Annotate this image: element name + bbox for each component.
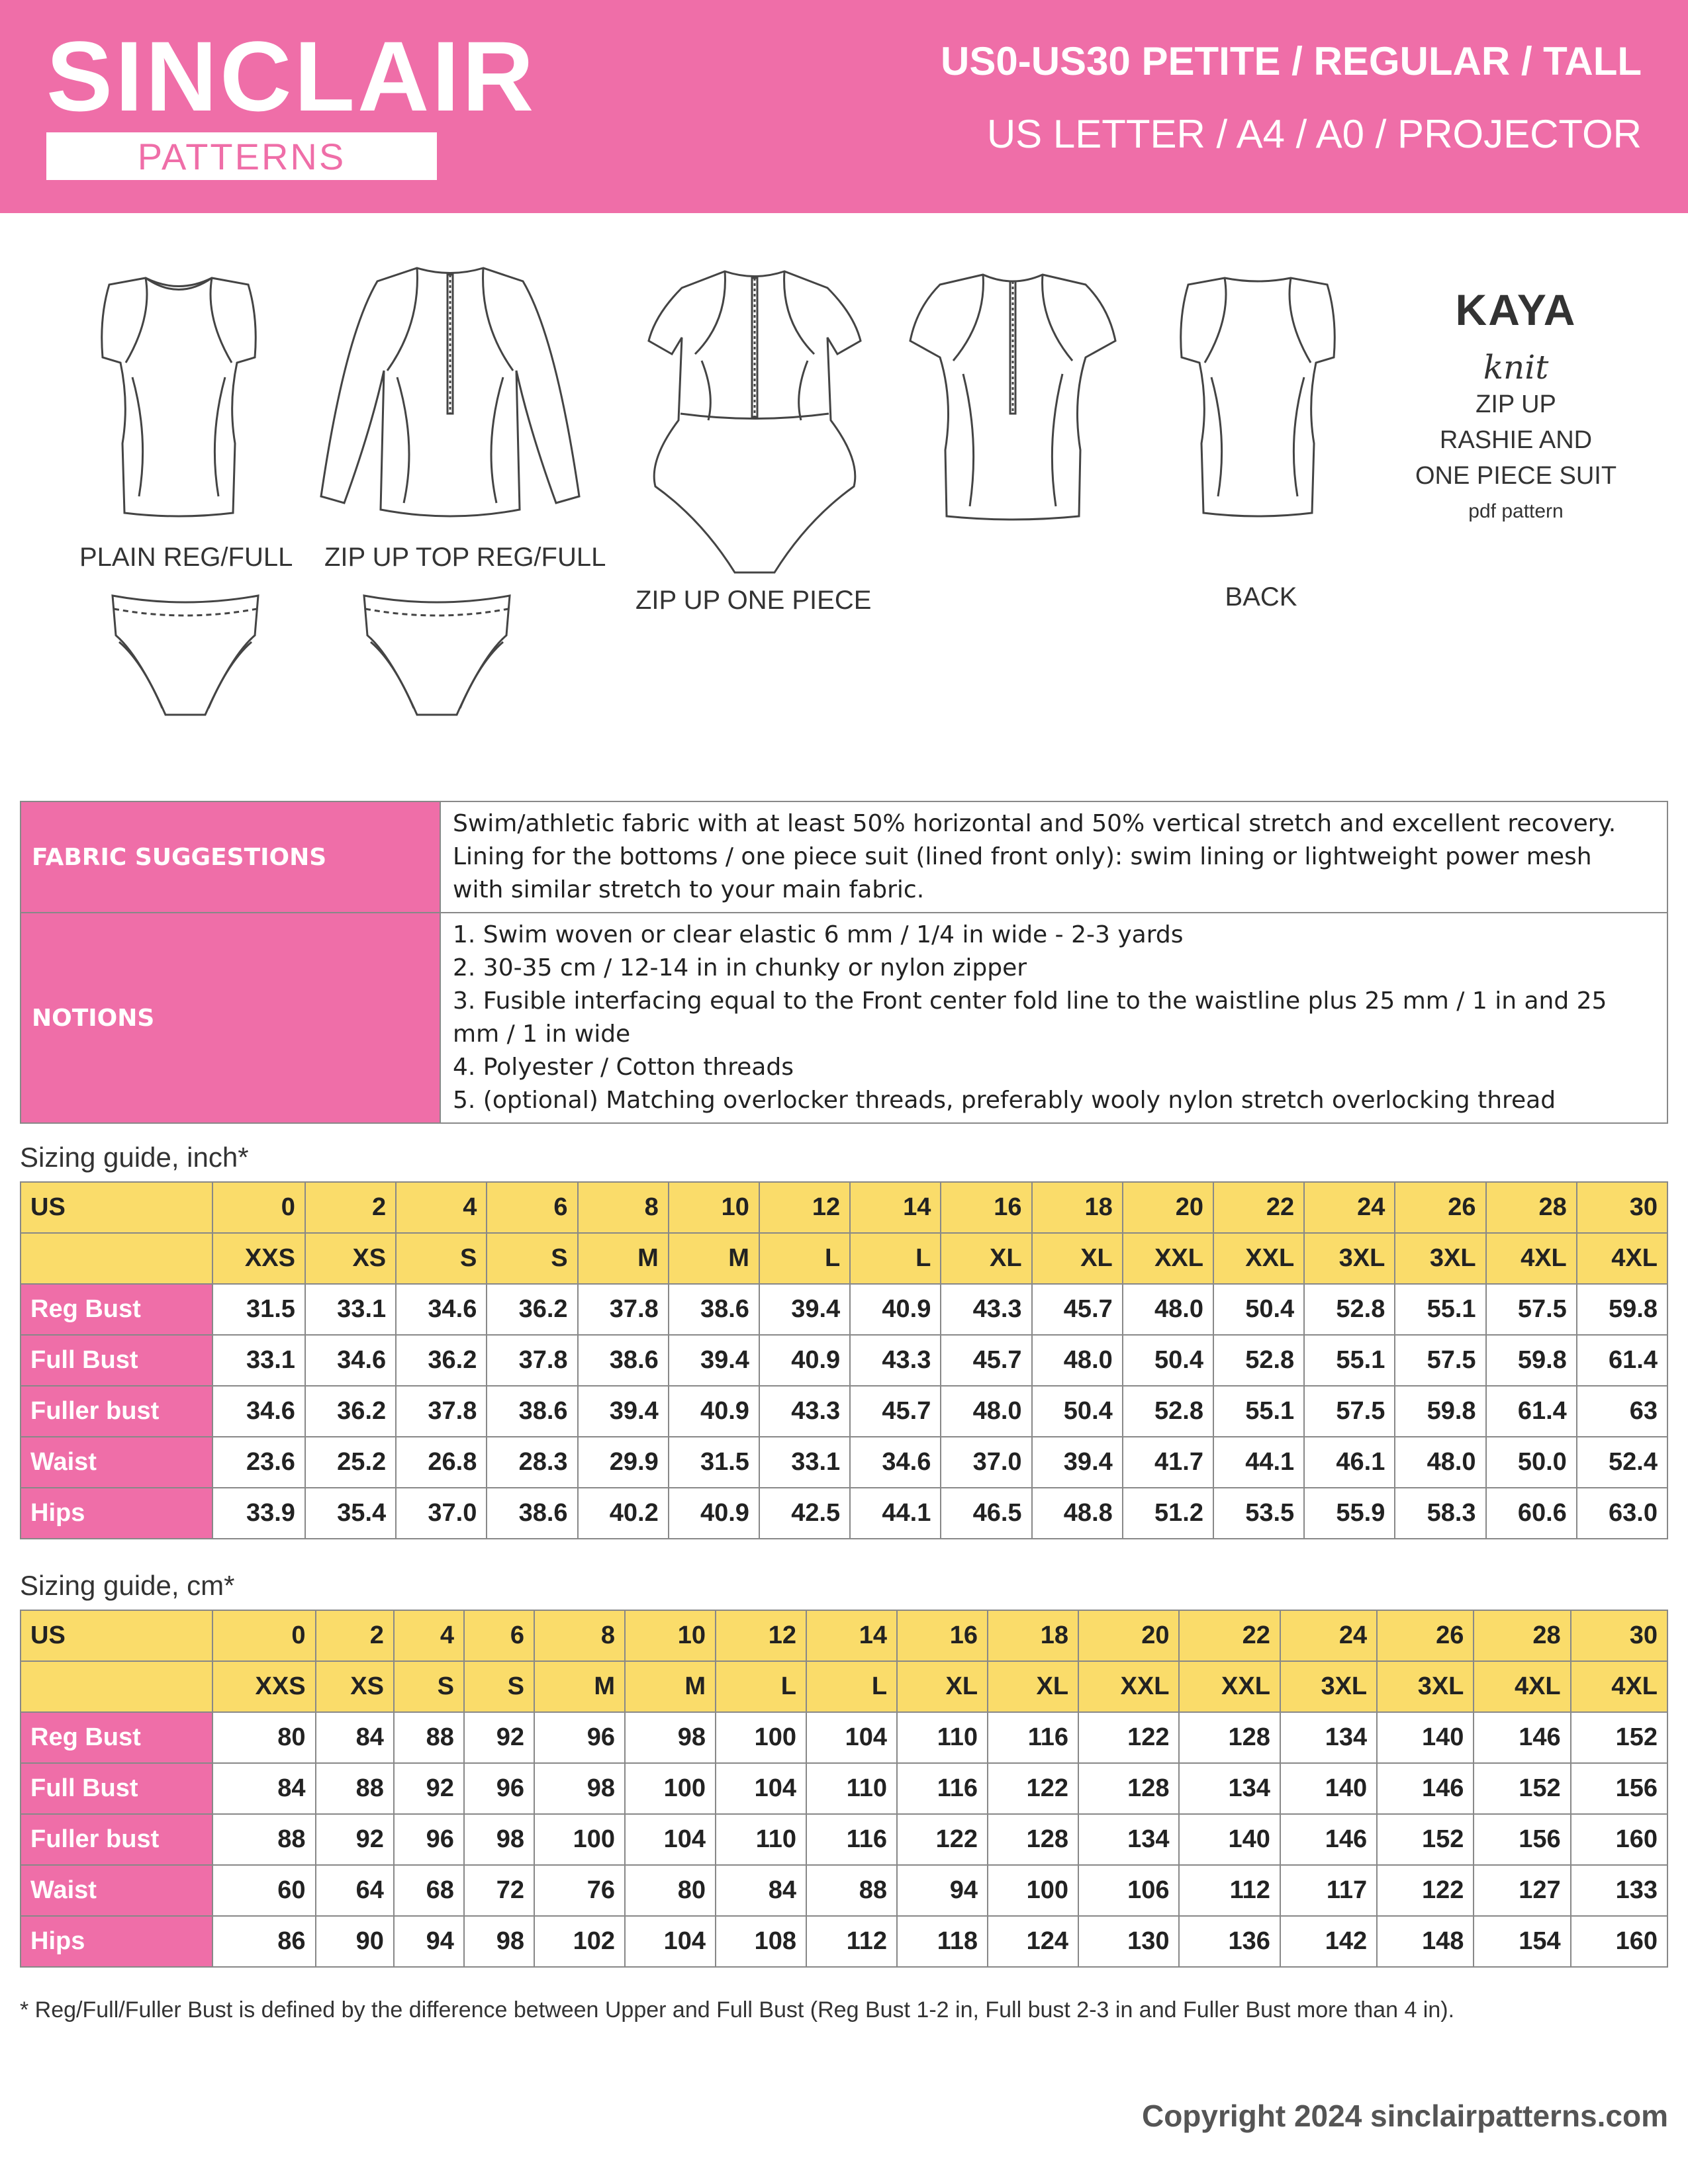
us-size-cell: 22 — [1213, 1182, 1304, 1233]
letter-size-cell: S — [394, 1661, 464, 1712]
caption-back: BACK — [1225, 582, 1297, 612]
measurement-cell: 60 — [212, 1865, 316, 1916]
notions-label: NOTIONS — [21, 913, 440, 1123]
measurement-cell: 34.6 — [850, 1437, 941, 1488]
us-size-cell: 20 — [1078, 1610, 1179, 1661]
measurement-cell: 50.0 — [1486, 1437, 1577, 1488]
measurement-cell: 84 — [716, 1865, 806, 1916]
measurement-cell: 26.8 — [396, 1437, 487, 1488]
measurement-cell: 42.5 — [759, 1488, 850, 1539]
letter-size-cell: 4XL — [1486, 1233, 1577, 1284]
us-size-cell: 18 — [1032, 1182, 1123, 1233]
measurement-cell: 128 — [1179, 1712, 1280, 1763]
us-size-cell: 24 — [1304, 1182, 1395, 1233]
measurement-cell: 43.3 — [759, 1386, 850, 1437]
letter-size-cell: L — [806, 1661, 897, 1712]
measurement-cell: 106 — [1078, 1865, 1179, 1916]
letter-size-cell: 4XL — [1577, 1233, 1667, 1284]
measurement-cell: 31.5 — [669, 1437, 759, 1488]
us-size-cell: 26 — [1377, 1610, 1474, 1661]
product-info — [1403, 285, 1628, 523]
letter-size-cell: M — [578, 1233, 669, 1284]
measurement-cell: 104 — [625, 1814, 716, 1865]
letter-size-cell: M — [669, 1233, 759, 1284]
fabric-label: FABRIC SUGGESTIONS — [21, 801, 440, 913]
measurement-cell: 92 — [464, 1712, 534, 1763]
measurement-row — [21, 1712, 1667, 1763]
row-label: Fuller bust — [21, 1814, 212, 1865]
measurement-cell: 60.6 — [1486, 1488, 1577, 1539]
letter-size-cell: XL — [941, 1233, 1031, 1284]
measurement-cell: 48.0 — [941, 1386, 1031, 1437]
back-drawing — [1165, 265, 1350, 523]
letter-size-cell: M — [534, 1661, 625, 1712]
letter-size-cell: XXS — [212, 1661, 316, 1712]
measurement-cell: 36.2 — [396, 1335, 487, 1386]
measurement-cell: 38.6 — [487, 1488, 577, 1539]
measurement-cell: 48.0 — [1032, 1335, 1123, 1386]
measurement-cell: 72 — [464, 1865, 534, 1916]
measurement-cell: 160 — [1571, 1916, 1667, 1967]
measurement-cell: 34.6 — [396, 1284, 487, 1335]
fabric-line: Swim/athletic fabric with at least 50% horizontal and 50% vertical stretch and excellent recovery. — [453, 810, 1617, 837]
measurement-cell: 128 — [988, 1814, 1078, 1865]
measurement-cell: 156 — [1474, 1814, 1570, 1865]
row-label: Hips — [21, 1488, 212, 1539]
measurement-cell: 51.2 — [1123, 1488, 1213, 1539]
measurement-cell: 37.8 — [487, 1335, 577, 1386]
measurement-cell: 94 — [897, 1865, 988, 1916]
us-size-cell: 14 — [850, 1182, 941, 1233]
measurement-cell: 140 — [1280, 1763, 1377, 1814]
measurement-cell: 160 — [1571, 1814, 1667, 1865]
measurement-cell: 39.4 — [1032, 1437, 1123, 1488]
sizes-line: US0-US30 PETITE / REGULAR / TALL — [941, 39, 1642, 83]
measurement-cell: 98 — [464, 1916, 534, 1967]
notions-line: 5. (optional) Matching overlocker threads, preferably wooly nylon stretch overlocking thread — [453, 1087, 1556, 1114]
measurement-cell: 112 — [1179, 1865, 1280, 1916]
measurement-cell: 152 — [1474, 1763, 1570, 1814]
measurement-cell: 104 — [625, 1916, 716, 1967]
measurement-cell: 118 — [897, 1916, 988, 1967]
measurement-row — [21, 1284, 1667, 1335]
row-label: US — [21, 1610, 212, 1661]
notions-row — [21, 913, 1667, 1123]
us-size-cell: 30 — [1571, 1610, 1667, 1661]
measurement-cell: 39.4 — [759, 1284, 850, 1335]
caption-zip-top: ZIP UP TOP REG/FULL — [324, 543, 606, 572]
measurement-cell: 100 — [716, 1712, 806, 1763]
product-desc-1: ZIP UP — [1476, 390, 1556, 418]
plain-top-drawing — [86, 265, 271, 523]
sizing-inch-table — [20, 1181, 1668, 1539]
us-size-cell: 4 — [394, 1610, 464, 1661]
formats-line: US LETTER / A4 / A0 / PROJECTOR — [986, 112, 1642, 156]
measurement-cell: 134 — [1280, 1712, 1377, 1763]
fabric-line: with similar stretch to your main fabric. — [453, 876, 925, 903]
row-label: Waist — [21, 1437, 212, 1488]
measurement-cell: 84 — [316, 1712, 394, 1763]
us-size-cell: 2 — [316, 1610, 394, 1661]
us-size-cell: 16 — [941, 1182, 1031, 1233]
measurement-cell: 48.0 — [1123, 1284, 1213, 1335]
brand-sub: PATTERNS — [46, 132, 437, 180]
measurement-cell: 122 — [988, 1763, 1078, 1814]
row-label: US — [21, 1182, 212, 1233]
us-size-cell: 26 — [1395, 1182, 1485, 1233]
caption-plain: PLAIN REG/FULL — [79, 543, 293, 572]
measurement-cell: 36.2 — [487, 1284, 577, 1335]
measurement-cell: 63 — [1577, 1386, 1667, 1437]
measurement-row — [21, 1763, 1667, 1814]
measurement-cell: 90 — [316, 1916, 394, 1967]
measurement-cell: 38.6 — [578, 1335, 669, 1386]
measurement-cell: 33.1 — [305, 1284, 396, 1335]
measurement-cell: 41.7 — [1123, 1437, 1213, 1488]
measurement-cell: 38.6 — [669, 1284, 759, 1335]
measurement-cell: 58.3 — [1395, 1488, 1485, 1539]
measurement-cell: 146 — [1280, 1814, 1377, 1865]
notions-line: 1. Swim woven or clear elastic 6 mm / 1/4 in wide - 2-3 yards — [453, 921, 1184, 948]
plain-bottom-drawing — [106, 582, 265, 728]
measurement-cell: 152 — [1377, 1814, 1474, 1865]
measurement-cell: 108 — [716, 1916, 806, 1967]
measurement-cell: 55.1 — [1304, 1335, 1395, 1386]
measurement-cell: 146 — [1474, 1712, 1570, 1763]
measurement-cell: 146 — [1377, 1763, 1474, 1814]
measurement-cell: 59.8 — [1577, 1284, 1667, 1335]
letter-size-cell: XXL — [1213, 1233, 1304, 1284]
letter-size-cell: XS — [305, 1233, 396, 1284]
measurement-row — [21, 1335, 1667, 1386]
row-label: Waist — [21, 1865, 212, 1916]
one-piece-drawing — [642, 261, 867, 579]
letter-size-cell: S — [464, 1661, 534, 1712]
measurement-cell: 44.1 — [850, 1488, 941, 1539]
measurement-row — [21, 1437, 1667, 1488]
measurement-row — [21, 1916, 1667, 1967]
letter-size-cell: S — [487, 1233, 577, 1284]
measurement-cell: 64 — [316, 1865, 394, 1916]
caption-one-piece: ZIP UP ONE PIECE — [635, 586, 872, 615]
measurement-cell: 40.9 — [850, 1284, 941, 1335]
measurement-cell: 45.7 — [850, 1386, 941, 1437]
letter-size-cell: XXS — [212, 1233, 305, 1284]
measurement-cell: 33.1 — [759, 1437, 850, 1488]
measurement-cell: 122 — [1377, 1865, 1474, 1916]
measurement-cell: 88 — [394, 1712, 464, 1763]
notions-text — [440, 913, 1667, 1123]
sizing-inch-title: Sizing guide, inch* — [20, 1142, 249, 1173]
letter-size-cell: 3XL — [1280, 1661, 1377, 1712]
us-size-row — [21, 1182, 1667, 1233]
us-size-cell: 12 — [759, 1182, 850, 1233]
measurement-cell: 110 — [716, 1814, 806, 1865]
letter-size-cell: XXL — [1179, 1661, 1280, 1712]
letter-size-cell: XXL — [1123, 1233, 1213, 1284]
measurement-cell: 37.8 — [396, 1386, 487, 1437]
measurement-cell: 122 — [1078, 1712, 1179, 1763]
us-size-cell: 4 — [396, 1182, 487, 1233]
measurement-cell: 40.9 — [759, 1335, 850, 1386]
measurement-cell: 45.7 — [941, 1335, 1031, 1386]
measurement-row — [21, 1386, 1667, 1437]
measurement-cell: 134 — [1179, 1763, 1280, 1814]
zip-top-drawing — [318, 258, 583, 536]
notions-line: 3. Fusible interfacing equal to the Front center fold line to the waistline plus 25 mm / 1 in and 25 — [453, 987, 1607, 1015]
measurement-cell: 68 — [394, 1865, 464, 1916]
measurement-cell: 140 — [1179, 1814, 1280, 1865]
measurement-cell: 40.9 — [669, 1488, 759, 1539]
us-size-cell: 0 — [212, 1610, 316, 1661]
measurement-cell: 117 — [1280, 1865, 1377, 1916]
row-label: Fuller bust — [21, 1386, 212, 1437]
measurement-cell: 52.4 — [1577, 1437, 1667, 1488]
measurement-cell: 80 — [625, 1865, 716, 1916]
measurement-cell: 28.3 — [487, 1437, 577, 1488]
measurement-cell: 100 — [534, 1814, 625, 1865]
measurement-cell: 59.8 — [1486, 1335, 1577, 1386]
letter-size-cell: XL — [897, 1661, 988, 1712]
us-size-cell: 2 — [305, 1182, 396, 1233]
measurement-cell: 110 — [806, 1763, 897, 1814]
measurement-cell: 63.0 — [1577, 1488, 1667, 1539]
measurement-row — [21, 1814, 1667, 1865]
measurement-cell: 88 — [212, 1814, 316, 1865]
measurement-cell: 37.0 — [396, 1488, 487, 1539]
measurement-cell: 84 — [212, 1763, 316, 1814]
us-size-cell: 22 — [1179, 1610, 1280, 1661]
brand-name: SINCLAIR — [46, 21, 537, 132]
sizing-cm-title: Sizing guide, cm* — [20, 1570, 235, 1601]
measurement-cell: 55.9 — [1304, 1488, 1395, 1539]
measurement-cell: 34.6 — [305, 1335, 396, 1386]
us-size-cell: 10 — [625, 1610, 716, 1661]
measurement-cell: 43.3 — [941, 1284, 1031, 1335]
us-size-cell: 30 — [1577, 1182, 1667, 1233]
measurement-cell: 59.8 — [1395, 1386, 1485, 1437]
measurement-cell: 45.7 — [1032, 1284, 1123, 1335]
measurement-cell: 50.4 — [1213, 1284, 1304, 1335]
measurement-cell: 52.8 — [1304, 1284, 1395, 1335]
measurement-cell: 48.8 — [1032, 1488, 1123, 1539]
measurement-cell: 156 — [1571, 1763, 1667, 1814]
measurement-cell: 37.8 — [578, 1284, 669, 1335]
brand-logo — [46, 21, 537, 180]
letter-size-cell: 3XL — [1395, 1233, 1485, 1284]
us-size-cell: 6 — [464, 1610, 534, 1661]
measurement-cell: 92 — [394, 1763, 464, 1814]
footnote: * Reg/Full/Fuller Bust is defined by the difference between Upper and Full Bust (Reg Bust 1-2 in, Full bust 2-3 in and Fuller Bust more than 4 in). — [20, 1997, 1455, 2023]
measurement-cell: 104 — [806, 1712, 897, 1763]
measurement-cell: 55.1 — [1213, 1386, 1304, 1437]
measurement-cell: 96 — [394, 1814, 464, 1865]
measurement-cell: 38.6 — [487, 1386, 577, 1437]
measurement-cell: 44.1 — [1213, 1437, 1304, 1488]
measurement-cell: 50.4 — [1032, 1386, 1123, 1437]
measurement-cell: 29.9 — [578, 1437, 669, 1488]
product-name: KAYA — [1455, 285, 1577, 334]
measurement-cell: 34.6 — [212, 1386, 305, 1437]
measurement-cell: 94 — [394, 1916, 464, 1967]
measurement-cell: 80 — [212, 1712, 316, 1763]
measurement-cell: 96 — [464, 1763, 534, 1814]
measurement-cell: 40.2 — [578, 1488, 669, 1539]
us-size-cell: 14 — [806, 1610, 897, 1661]
measurement-cell: 35.4 — [305, 1488, 396, 1539]
us-size-cell: 18 — [988, 1610, 1078, 1661]
fabric-row — [21, 801, 1667, 913]
measurement-cell: 88 — [316, 1763, 394, 1814]
measurement-cell: 86 — [212, 1916, 316, 1967]
copyright: Copyright 2024 sinclairpatterns.com — [1141, 2099, 1668, 2133]
measurement-cell: 128 — [1078, 1763, 1179, 1814]
letter-size-cell: 4XL — [1474, 1661, 1570, 1712]
us-size-cell: 16 — [897, 1610, 988, 1661]
measurement-cell: 154 — [1474, 1916, 1570, 1967]
letter-size-cell: XXL — [1078, 1661, 1179, 1712]
measurement-row — [21, 1865, 1667, 1916]
header-banner — [0, 0, 1688, 213]
fabric-type: knit — [1483, 348, 1549, 387]
letter-size-row — [21, 1661, 1667, 1712]
measurement-cell: 116 — [988, 1712, 1078, 1763]
measurement-cell: 52.8 — [1213, 1335, 1304, 1386]
fabric-text — [440, 801, 1667, 913]
measurement-cell: 133 — [1571, 1865, 1667, 1916]
us-size-cell: 10 — [669, 1182, 759, 1233]
row-label: Full Bust — [21, 1335, 212, 1386]
measurement-cell: 39.4 — [669, 1335, 759, 1386]
product-desc-2: RASHIE AND — [1439, 426, 1593, 454]
measurement-cell: 122 — [897, 1814, 988, 1865]
measurement-cell: 104 — [716, 1763, 806, 1814]
measurement-cell: 124 — [988, 1916, 1078, 1967]
measurement-cell: 116 — [806, 1814, 897, 1865]
measurement-cell: 61.4 — [1486, 1386, 1577, 1437]
row-label — [21, 1233, 212, 1284]
us-size-cell: 28 — [1486, 1182, 1577, 1233]
product-desc-3: ONE PIECE SUIT — [1415, 462, 1617, 490]
letter-size-row — [21, 1233, 1667, 1284]
measurement-cell: 102 — [534, 1916, 625, 1967]
measurement-cell: 140 — [1377, 1712, 1474, 1763]
measurement-cell: 36.2 — [305, 1386, 396, 1437]
measurement-cell: 48.0 — [1395, 1437, 1485, 1488]
notions-line: mm / 1 in wide — [453, 1021, 631, 1048]
measurement-cell: 127 — [1474, 1865, 1570, 1916]
row-label: Reg Bust — [21, 1284, 212, 1335]
info-table — [20, 801, 1668, 1124]
measurement-cell: 92 — [316, 1814, 394, 1865]
us-size-cell: 28 — [1474, 1610, 1570, 1661]
measurement-row — [21, 1488, 1667, 1539]
measurement-cell: 57.5 — [1395, 1335, 1485, 1386]
measurement-cell: 33.1 — [212, 1335, 305, 1386]
us-size-cell: 20 — [1123, 1182, 1213, 1233]
measurement-cell: 43.3 — [850, 1335, 941, 1386]
measurement-cell: 23.6 — [212, 1437, 305, 1488]
letter-size-cell: 3XL — [1377, 1661, 1474, 1712]
product-format: pdf pattern — [1468, 500, 1564, 522]
measurement-cell: 53.5 — [1213, 1488, 1304, 1539]
row-label: Full Bust — [21, 1763, 212, 1814]
us-size-cell: 8 — [578, 1182, 669, 1233]
measurement-cell: 142 — [1280, 1916, 1377, 1967]
measurement-cell: 98 — [534, 1763, 625, 1814]
measurement-cell: 112 — [806, 1916, 897, 1967]
letter-size-cell: L — [850, 1233, 941, 1284]
measurement-cell: 96 — [534, 1712, 625, 1763]
measurement-cell: 61.4 — [1577, 1335, 1667, 1386]
measurement-cell: 134 — [1078, 1814, 1179, 1865]
measurement-cell: 31.5 — [212, 1284, 305, 1335]
measurement-cell: 88 — [806, 1865, 897, 1916]
measurement-cell: 55.1 — [1395, 1284, 1485, 1335]
measurement-cell: 39.4 — [578, 1386, 669, 1437]
measurement-cell: 40.9 — [669, 1386, 759, 1437]
us-size-cell: 8 — [534, 1610, 625, 1661]
zip-bottom-drawing — [357, 582, 516, 728]
notions-line: 2. 30-35 cm / 12-14 in in chunky or nylon zipper — [453, 954, 1027, 981]
measurement-cell: 100 — [988, 1865, 1078, 1916]
measurement-cell: 152 — [1571, 1712, 1667, 1763]
letter-size-cell: XL — [1032, 1233, 1123, 1284]
measurement-cell: 37.0 — [941, 1437, 1031, 1488]
measurement-cell: 50.4 — [1123, 1335, 1213, 1386]
row-label: Reg Bust — [21, 1712, 212, 1763]
letter-size-cell: M — [625, 1661, 716, 1712]
us-size-row — [21, 1610, 1667, 1661]
measurement-cell: 100 — [625, 1763, 716, 1814]
letter-size-cell: 3XL — [1304, 1233, 1395, 1284]
measurement-cell: 46.1 — [1304, 1437, 1395, 1488]
letter-size-cell: L — [716, 1661, 806, 1712]
measurement-cell: 98 — [464, 1814, 534, 1865]
measurement-cell: 136 — [1179, 1916, 1280, 1967]
flutter-top-drawing — [907, 261, 1119, 526]
measurement-cell: 130 — [1078, 1916, 1179, 1967]
us-size-cell: 12 — [716, 1610, 806, 1661]
us-size-cell: 0 — [212, 1182, 305, 1233]
measurement-cell: 98 — [625, 1712, 716, 1763]
measurement-cell: 116 — [897, 1763, 988, 1814]
letter-size-cell: 4XL — [1571, 1661, 1667, 1712]
letter-size-cell: XS — [316, 1661, 394, 1712]
measurement-cell: 76 — [534, 1865, 625, 1916]
row-label — [21, 1661, 212, 1712]
sizing-cm-table — [20, 1610, 1668, 1968]
measurement-cell: 110 — [897, 1712, 988, 1763]
measurement-cell: 46.5 — [941, 1488, 1031, 1539]
measurement-cell: 33.9 — [212, 1488, 305, 1539]
us-size-cell: 6 — [487, 1182, 577, 1233]
measurement-cell: 57.5 — [1486, 1284, 1577, 1335]
letter-size-cell: L — [759, 1233, 850, 1284]
measurement-cell: 57.5 — [1304, 1386, 1395, 1437]
measurement-cell: 25.2 — [305, 1437, 396, 1488]
measurement-cell: 52.8 — [1123, 1386, 1213, 1437]
us-size-cell: 24 — [1280, 1610, 1377, 1661]
notions-line: 4. Polyester / Cotton threads — [453, 1054, 794, 1081]
letter-size-cell: S — [396, 1233, 487, 1284]
row-label: Hips — [21, 1916, 212, 1967]
measurement-cell: 148 — [1377, 1916, 1474, 1967]
letter-size-cell: XL — [988, 1661, 1078, 1712]
fabric-line: Lining for the bottoms / one piece suit (lined front only): swim lining or lightweight power mesh — [453, 843, 1592, 870]
